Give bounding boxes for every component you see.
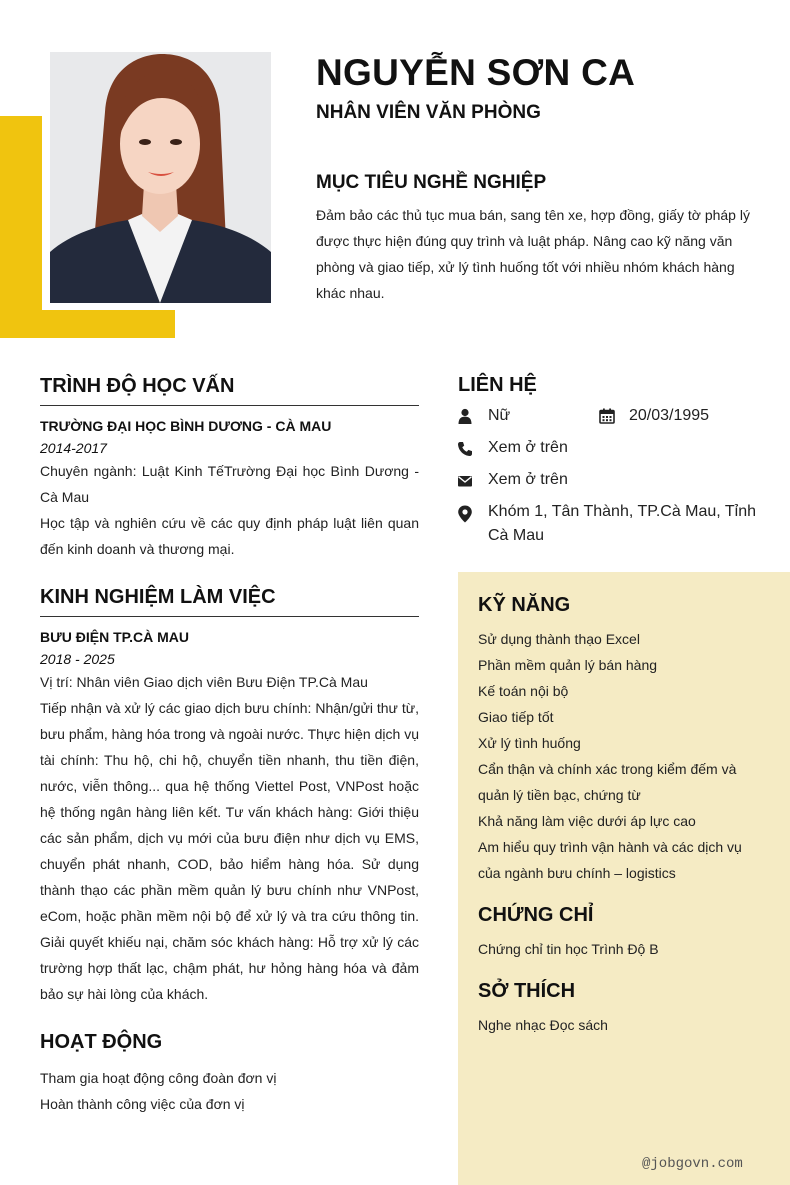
contact-phone: Xem ở trên — [488, 439, 568, 456]
skill-item: Cẩn thận và chính xác trong kiểm đếm và quản lý tiền bạc, chứng từ — [478, 761, 737, 803]
skill-item: Khả năng làm việc dưới áp lực cao — [478, 813, 696, 829]
section-divider — [40, 405, 419, 406]
skill-item: Giao tiếp tốt — [478, 709, 554, 725]
experience-description: Tiếp nhận và xử lý các giao dịch bưu chính: Nhận/gửi thư từ, bưu phẩm, hàng hóa trong và ngoài nước. Thực hiện dịch vụ tài chính: Thu hộ, chi hộ, chuyển tiền nhanh, thu tiền điện, nước, viễn thông... qua hệ thống Viettel Post, VNPost hoặc hệ thống ngân hàng liên kết. Tư vấn khách hàng: Giới thiệu các sản phẩm, dịch vụ mới của bưu điện như dịch vụ EMS, chuyển phát nhanh, COD, bảo hiểm hàng hóa. Sử dụng thành thạo các phần mềm quản lý bưu chính như VNPost, eCom, hoặc phần mềm nội bộ để xử lý và tra cứu thông tin. Giải quyết khiếu nại, chăm sóc khách hàng: Hỗ trợ xử lý các trường hợp thất lạc, chậm phát, hư hỏng hàng hóa và đảm bảo sự hài lòng của khách. — [40, 700, 419, 1002]
objective-text: Đảm bảo các thủ tục mua bán, sang tên xe, hợp đồng, giấy tờ pháp lý được thực hiện đúng quy trình và luật pháp. Nâng cao kỹ năng văn phòng và giao tiếp, xử lý tình huống tốt với nhiều nhóm khách hàng khác nhau. — [316, 207, 750, 301]
skill-item: Sử dụng thành thạo Excel — [478, 631, 640, 647]
certificate-item: Chứng chỉ tin học Trình Độ B — [478, 941, 659, 957]
education-period: 2014-2017 — [40, 440, 107, 456]
experience-section — [40, 586, 419, 1007]
experience-position: Vị trí: Nhân viên Giao dịch viên Bưu Điện TP.Cà Mau — [40, 674, 368, 690]
contact-gender: Nữ — [488, 407, 511, 424]
hobbies-title: SỞ THÍCH — [478, 980, 576, 1002]
calendar-icon — [599, 408, 615, 424]
experience-period: 2018 - 2025 — [40, 651, 115, 667]
activities-section — [40, 1031, 419, 1117]
contact-birthday: 20/03/1995 — [629, 407, 710, 424]
experience-title: KINH NGHIỆM LÀM VIỆC — [40, 586, 276, 608]
email-icon — [457, 473, 473, 489]
school-name: TRƯỜNG ĐẠI HỌC BÌNH DƯƠNG - CÀ MAU — [40, 418, 332, 434]
watermark: @jobgovn.com — [642, 1156, 743, 1172]
decorative-yellow-bar — [0, 116, 42, 338]
activity-item: Hoàn thành công việc của đơn vị — [40, 1096, 245, 1112]
certificates-title: CHỨNG CHỈ — [478, 904, 594, 926]
skill-item: Xử lý tình huống — [478, 735, 581, 751]
company-name: BƯU ĐIỆN TP.CÀ MAU — [40, 629, 190, 645]
location-pin-icon — [457, 505, 473, 523]
skills-title: KỸ NĂNG — [478, 594, 571, 616]
section-divider — [40, 616, 419, 617]
activity-item: Tham gia hoạt động công đoàn đơn vị — [40, 1070, 277, 1086]
skills-list — [478, 626, 768, 886]
education-section — [40, 375, 419, 562]
user-icon — [457, 408, 473, 424]
skill-item: Phần mềm quản lý bán hàng — [478, 657, 658, 673]
decorative-yellow-strip — [0, 310, 175, 338]
job-title: NHÂN VIÊN VĂN PHÒNG — [316, 102, 541, 123]
contact-address: Khóm 1, Tân Thành, TP.Cà Mau, Tỉnh Cà Mau — [488, 503, 757, 544]
profile-photo — [50, 52, 271, 303]
hobbies-text: Nghe nhạc Đọc sách — [478, 1017, 608, 1033]
phone-icon — [457, 441, 473, 457]
contact-title: LIÊN HỆ — [458, 374, 537, 396]
skill-item: Am hiểu quy trình vận hành và các dịch vụ của ngành bưu chính – logistics — [478, 839, 742, 881]
education-title: TRÌNH ĐỘ HỌC VẤN — [40, 375, 235, 397]
skill-item: Kế toán nội bộ — [478, 683, 569, 699]
education-major: Chuyên ngành: Luật Kinh TếTrường Đại học Bình Dương - Cà Mau — [40, 463, 419, 505]
education-description: Học tập và nghiên cứu về các quy định pháp luật liên quan đến kinh doanh và thương mại. — [40, 515, 419, 557]
contact-email: Xem ở trên — [488, 471, 568, 488]
certificates-list — [478, 936, 768, 962]
activities-title: HOẠT ĐỘNG — [40, 1031, 163, 1053]
objective-title: MỤC TIÊU NGHỀ NGHIỆP — [316, 172, 547, 193]
candidate-name: NGUYỄN SƠN CA — [316, 52, 636, 93]
